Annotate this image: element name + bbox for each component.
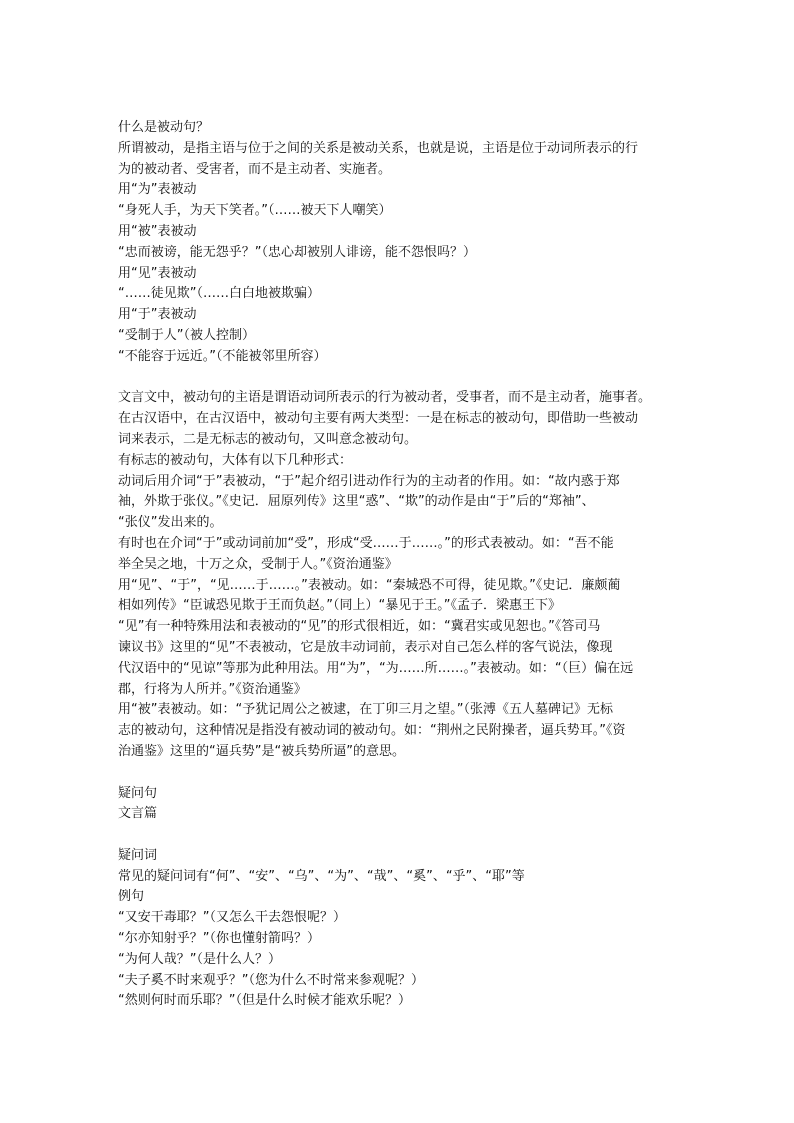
interrogative-example-line: “尔亦知射乎？”（你也懂射箭吗？）: [118, 931, 320, 947]
passive-example-line: “不能容于远近。”（不能被邻里所容）: [118, 348, 327, 364]
classical-paragraph-line: 代汉语中的“见谅”等那为此种用法。用“为”，“为……所……。”表被动。如：“（巨）偏在远: [118, 660, 634, 676]
passive-example-line: “受制于人”（被人控制）: [118, 327, 255, 343]
classical-paragraph-line: 用“被”表被动。如：“予犹记周公之被逮，在丁卯三月之望。”（张溥《五人墓碑记》无标: [118, 702, 613, 718]
passive-example-line: 用“见”表被动: [118, 265, 197, 281]
classical-paragraph-line: 相如列传》“臣诚恐见欺于王而负赵。”（同上）“暴见于王。”《孟子．梁惠王下》: [118, 598, 561, 614]
passive-example-line: 用“为”表被动: [118, 182, 197, 198]
passive-example-line: 用“于”表被动: [118, 307, 197, 323]
passive-definition-line: 为的被动者、受害者，而不是主动者、实施者。: [118, 161, 392, 177]
interrogative-example-line: “夫子奚不时来观乎？”（您为什么不时常来参观呢？）: [118, 972, 424, 988]
classical-paragraph-line: 在古汉语中，在古汉语中，被动句主要有两大类型：一是在标志的被动句，即借助一些被动: [118, 411, 639, 427]
classical-paragraph-line: 用“见”、“于”，“见……于……。”表被动。如：“秦城恐不可得，徒见欺。”《史记．廉颇蔺: [118, 577, 621, 593]
classical-paragraph-line: 治通鉴》这里的“逼兵势”是“被兵势所逼”的意思。: [118, 743, 405, 759]
interrogative-examples-label: 例句: [118, 889, 145, 905]
classical-paragraph-line: 袖，外欺于张仪。”《史记．屈原列传》这里“惑”、“欺”的动作是由“于”后的“郑袖”、: [118, 494, 595, 510]
classical-paragraph-line: 有时也在介词“于”或动词前加“受”，形成“受……于……。”的形式表被动。如：“吾不能: [118, 535, 614, 551]
classical-paragraph-line: 文言文中，被动句的主语是谓语动词所表示的行为被动者，受事者，而不是主动者，施事者。: [118, 390, 652, 406]
classical-paragraph-line: 郡，行将为人所并。”《资治通鉴》: [118, 681, 307, 697]
passive-heading: 什么是被动句？: [118, 120, 210, 135]
passive-example-line: “……徒见欺”（……白白地被欺骗）: [118, 286, 320, 302]
interrogative-example-line: “然则何时而乐耶？”（但是什么时候才能欢乐呢？）: [118, 993, 411, 1009]
interrogative-example-line: “又安干毒耶？”（又怎么干去怨恨呢？）: [118, 910, 346, 926]
passive-example-line: “身死人手，为天下笑者。”（……被天下人嘲笑）: [118, 203, 392, 219]
document-page: [118, 118, 682, 1012]
classical-paragraph-line: 志的被动句，这种情况是指没有被动词的被动句。如：“荆州之民附操者，逼兵势耳。”《资: [118, 723, 626, 739]
interrogative-example-line: “为何人哉？”（是什么人？）: [118, 951, 281, 967]
interrogative-title: 疑问句: [118, 785, 158, 801]
paragraph-gap: [118, 763, 682, 784]
classical-paragraph-line: 有标志的被动句，大体有以下几种形式：: [118, 452, 353, 468]
passive-example-line: 用“被”表被动: [118, 223, 197, 239]
classical-paragraph-line: “见”有一种特殊用法和表被动的“见”的形式很相近，如：“冀君实或见恕也。”《答司马: [118, 619, 601, 635]
paragraph-gap: [118, 825, 682, 846]
interrogative-words-heading: 疑问词: [118, 847, 158, 863]
passive-example-line: “忠而被谤，能无怨乎？”（忠心却被别人诽谤，能不怨恨吗？）: [118, 244, 476, 260]
paragraph-gap: [118, 368, 682, 389]
classical-paragraph-line: “张仪”发出来的。: [118, 515, 223, 531]
classical-paragraph-line: 词来表示，二是无标志的被动句，又叫意念被动句。: [118, 431, 418, 447]
classical-paragraph-line: 动词后用介词“于”表被动，“于”起介绍引进动作行为的主动者的作用。如：“故内惑于郑: [118, 473, 620, 489]
classical-paragraph-line: 谏议书》这里的“见”不表被动，它是放丰动词前，表示对自己怎么样的客气说法，像现: [118, 639, 613, 655]
passive-definition-line: 所谓被动，是指主语与位于之间的关系是被动关系，也就是说，主语是位于动词所表示的行: [118, 140, 639, 156]
interrogative-subtitle: 文言篇: [118, 806, 158, 822]
interrogative-words-line: 常见的疑问词有“何”、“安”、“乌”、“为”、“哉”、“奚”、“乎”、“耶”等: [118, 868, 525, 884]
classical-paragraph-line: 举全吴之地，十万之众，受制于人。”《资治通鉴》: [118, 556, 398, 572]
